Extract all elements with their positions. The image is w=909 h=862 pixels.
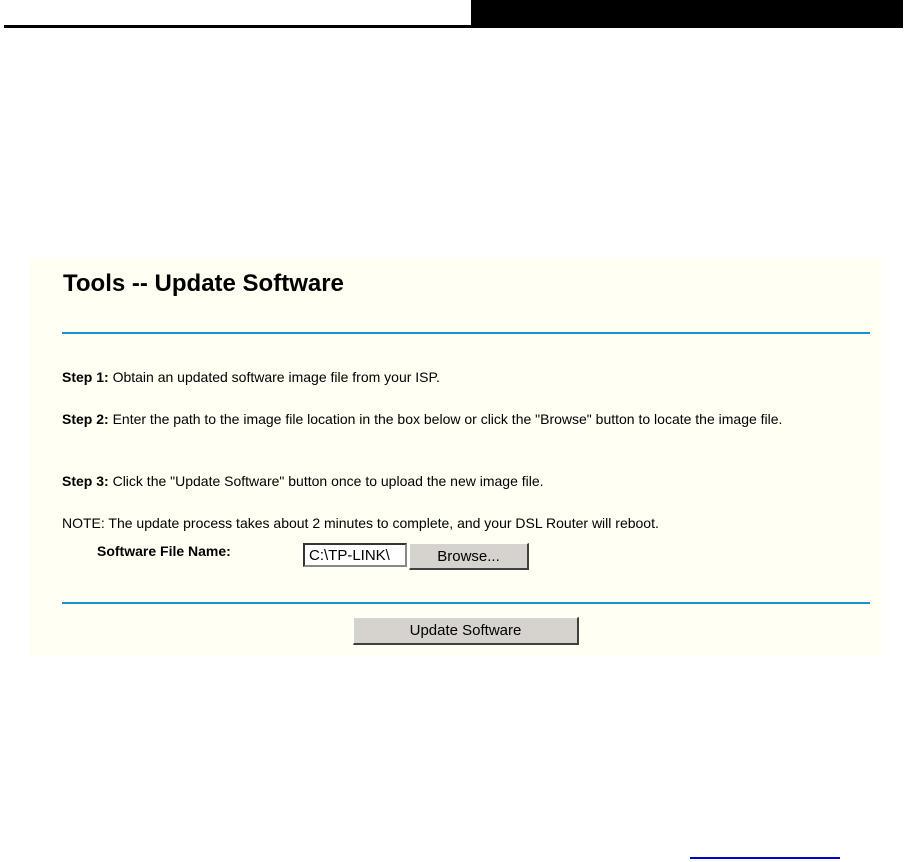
top-divider bbox=[62, 332, 870, 334]
step-2-label: Step 2: bbox=[62, 411, 109, 427]
step-1-text bbox=[62, 368, 870, 386]
update-software-panel bbox=[29, 258, 881, 656]
step-2-text bbox=[62, 410, 870, 428]
header-rule bbox=[4, 25, 903, 28]
step-3-text bbox=[62, 472, 870, 490]
software-file-input[interactable] bbox=[303, 543, 407, 567]
page-title: Tools -- Update Software bbox=[63, 270, 344, 297]
step-3-body: Click the "Update Software" button once to upload the new image file. bbox=[108, 473, 544, 489]
browse-button[interactable]: Browse... bbox=[409, 543, 529, 570]
footer-link-underline bbox=[690, 857, 840, 859]
step-1-body: Obtain an updated software image file from your ISP. bbox=[108, 369, 440, 385]
update-software-button[interactable]: Update Software bbox=[353, 617, 579, 645]
note-text: NOTE: The update process takes about 2 minutes to complete, and your DSL Router will reboot. bbox=[62, 515, 659, 531]
bottom-divider bbox=[62, 602, 870, 604]
step-1-label: Step 1: bbox=[62, 369, 109, 385]
step-2-body: Enter the path to the image file location in the box below or click the "Browse" button to locate the image file. bbox=[108, 411, 783, 427]
step-3-label: Step 3: bbox=[62, 473, 109, 489]
header-bar bbox=[471, 0, 903, 25]
software-file-name-label: Software File Name: bbox=[97, 543, 231, 559]
